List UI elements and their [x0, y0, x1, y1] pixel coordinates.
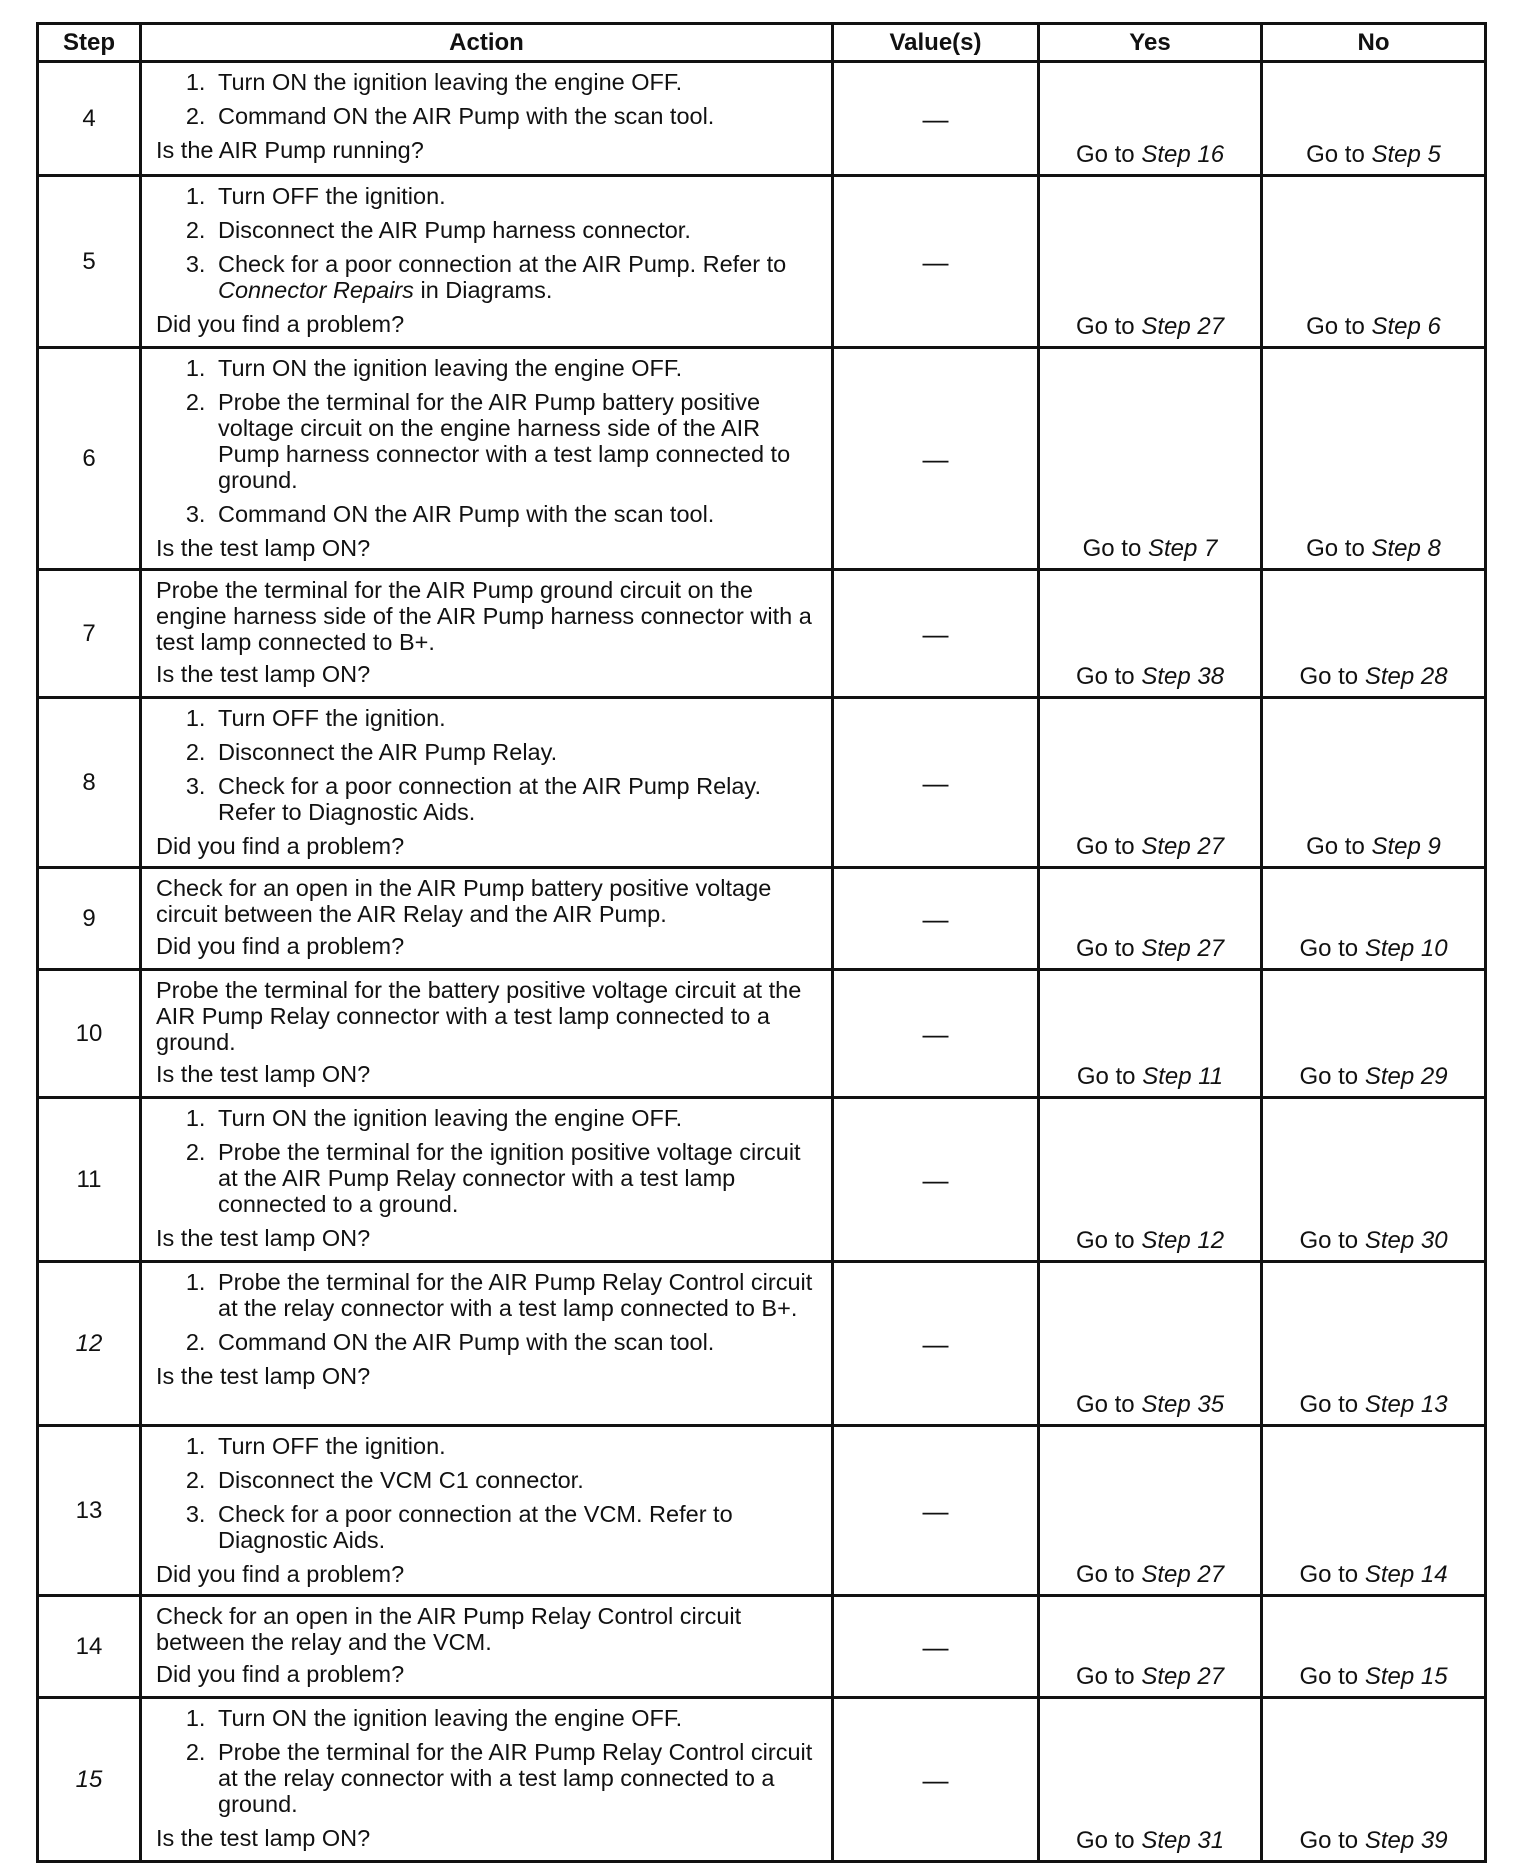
action-question: Did you find a problem?: [156, 1561, 405, 1587]
yes-target: Step 27: [1141, 935, 1225, 962]
no-target: Step 6: [1371, 313, 1441, 340]
action-question: Is the test lamp ON?: [156, 1363, 371, 1389]
no-target: Step 13: [1364, 1391, 1448, 1418]
go-prefix: Go to: [1075, 1391, 1135, 1418]
value-cell: —: [833, 570, 1039, 698]
value-cell: —: [833, 868, 1039, 970]
action-cell: [141, 570, 833, 698]
no-cell: [1262, 176, 1486, 348]
action-step: 2. Command ON the AIR Pump with the scan tool.: [212, 1329, 821, 1355]
no-target: Step 15: [1364, 1663, 1448, 1690]
go-prefix: Go to: [1075, 1663, 1135, 1690]
yes-cell: [1039, 62, 1262, 176]
go-prefix: Go to: [1076, 1063, 1136, 1090]
no-target: Step 28: [1364, 663, 1448, 690]
step-number: 12: [38, 1262, 141, 1426]
step-number: 11: [38, 1098, 141, 1262]
no-cell: [1262, 1596, 1486, 1698]
action-step: 2. Disconnect the AIR Pump Relay.: [212, 739, 821, 765]
go-prefix: Go to: [1299, 663, 1359, 690]
header-values: Value(s): [833, 24, 1039, 62]
no-target: Step 9: [1371, 833, 1441, 860]
go-prefix: Go to: [1299, 1063, 1359, 1090]
action-cell: [141, 176, 833, 348]
no-target: Step 39: [1364, 1827, 1448, 1854]
yes-target: Step 27: [1141, 1561, 1225, 1588]
step-number: 7: [38, 570, 141, 698]
no-cell: [1262, 570, 1486, 698]
action-step: 1. Turn OFF the ignition.: [212, 183, 821, 209]
step-number: 8: [38, 698, 141, 868]
go-prefix: Go to: [1306, 141, 1365, 168]
yes-target: Step 16: [1141, 141, 1225, 168]
action-question: Is the test lamp ON?: [156, 535, 371, 561]
action-question: Did you find a problem?: [156, 311, 405, 337]
action-cell: [141, 1426, 833, 1596]
go-prefix: Go to: [1082, 535, 1142, 562]
yes-target: Step 11: [1142, 1063, 1224, 1090]
value-cell: —: [833, 348, 1039, 570]
yes-target: Step 35: [1141, 1391, 1225, 1418]
action-steps: [156, 705, 821, 833]
action-steps: [156, 1705, 821, 1825]
table-row: [38, 1596, 1486, 1698]
table-row: [38, 1098, 1486, 1262]
yes-cell: [1039, 1596, 1262, 1698]
action-step: 1. Turn ON the ignition leaving the engine OFF.: [212, 1705, 821, 1731]
yes-target: Step 7: [1147, 535, 1218, 562]
go-prefix: Go to: [1299, 1391, 1359, 1418]
action-question: Is the test lamp ON?: [156, 1825, 371, 1851]
yes-target: Step 38: [1141, 663, 1225, 690]
value-cell: —: [833, 176, 1039, 348]
header-step: Step: [38, 24, 141, 62]
header-action: Action: [141, 24, 833, 62]
go-prefix: Go to: [1306, 833, 1365, 860]
header-row: [38, 24, 1486, 62]
no-cell: [1262, 1698, 1486, 1862]
go-prefix: Go to: [1075, 833, 1135, 860]
yes-cell: [1039, 1098, 1262, 1262]
action-question: Is the test lamp ON?: [156, 1061, 371, 1087]
go-prefix: Go to: [1075, 1227, 1135, 1254]
action-question: Is the test lamp ON?: [156, 1225, 371, 1251]
table-row: [38, 62, 1486, 176]
no-cell: [1262, 1426, 1486, 1596]
diagnostic-table: [36, 22, 1487, 1863]
action-question: Is the AIR Pump running?: [156, 137, 424, 163]
step-number: 13: [38, 1426, 141, 1596]
step-number: 10: [38, 970, 141, 1098]
reference-link-text: Connector Repairs: [218, 277, 414, 303]
action-steps: [156, 1105, 821, 1225]
action-steps: [156, 183, 821, 311]
go-prefix: Go to: [1299, 1561, 1359, 1588]
action-cell: [141, 698, 833, 868]
action-question: Did you find a problem?: [156, 933, 405, 959]
no-target: Step 30: [1364, 1227, 1448, 1254]
action-question: Is the test lamp ON?: [156, 661, 371, 687]
step-number: 4: [38, 62, 141, 176]
action-cell: [141, 868, 833, 970]
action-cell: [141, 970, 833, 1098]
action-cell: [141, 1698, 833, 1862]
go-prefix: Go to: [1306, 313, 1365, 340]
action-question: Did you find a problem?: [156, 1661, 405, 1687]
no-target: Step 10: [1364, 935, 1448, 962]
no-cell: [1262, 868, 1486, 970]
table-row: [38, 1262, 1486, 1426]
action-step: 1. Turn ON the ignition leaving the engine OFF.: [212, 69, 821, 95]
action-cell: [141, 1262, 833, 1426]
action-step: 1. Turn OFF the ignition.: [212, 705, 821, 731]
go-prefix: Go to: [1299, 935, 1359, 962]
action-text: Check for an open in the AIR Pump Relay Control circuit between the relay and the VCM.: [156, 1603, 742, 1655]
value-cell: —: [833, 970, 1039, 1098]
value-cell: —: [833, 1426, 1039, 1596]
no-target: Step 29: [1364, 1063, 1448, 1090]
yes-cell: [1039, 176, 1262, 348]
yes-target: Step 27: [1141, 833, 1225, 860]
no-cell: [1262, 698, 1486, 868]
action-steps: [156, 1433, 821, 1561]
yes-target: Step 12: [1141, 1227, 1225, 1254]
action-step: 1. Turn ON the ignition leaving the engine OFF.: [212, 355, 821, 381]
action-cell: [141, 1596, 833, 1698]
action-question: Did you find a problem?: [156, 833, 405, 859]
yes-cell: [1039, 698, 1262, 868]
value-cell: —: [833, 62, 1039, 176]
no-cell: [1262, 62, 1486, 176]
yes-cell: [1039, 868, 1262, 970]
yes-target: Step 27: [1141, 313, 1225, 340]
go-prefix: Go to: [1075, 141, 1135, 168]
go-prefix: Go to: [1299, 1227, 1359, 1254]
go-prefix: Go to: [1299, 1827, 1359, 1854]
action-step-text: Check for a poor connection at the AIR Pump. Refer to: [218, 251, 787, 277]
no-cell: [1262, 970, 1486, 1098]
table-row: [38, 868, 1486, 970]
action-step: 2. Probe the terminal for the ignition positive voltage circuit at the AIR Pump Relay connector with a test lamp connected to a ground.: [212, 1139, 821, 1217]
action-step: 3. Command ON the AIR Pump with the scan tool.: [212, 501, 821, 527]
action-steps: [156, 69, 821, 137]
value-cell: —: [833, 1596, 1039, 1698]
go-prefix: Go to: [1299, 1663, 1359, 1690]
step-number: 14: [38, 1596, 141, 1698]
action-step: 2. Probe the terminal for the AIR Pump Relay Control circuit at the relay connector with a test lamp connected to a ground.: [212, 1739, 821, 1817]
yes-target: Step 31: [1141, 1827, 1225, 1854]
no-cell: [1262, 348, 1486, 570]
action-step: 3. Check for a poor connection at the VCM. Refer to Diagnostic Aids.: [212, 1501, 821, 1553]
yes-cell: [1039, 1426, 1262, 1596]
action-step: 2. Disconnect the AIR Pump harness connector.: [212, 217, 821, 243]
action-step: 2. Probe the terminal for the AIR Pump battery positive voltage circuit on the engine harness side of the AIR Pump harness connector with a test lamp connected to ground.: [212, 389, 821, 493]
step-number: 6: [38, 348, 141, 570]
value-cell: —: [833, 1262, 1039, 1426]
yes-cell: [1039, 348, 1262, 570]
action-step: 1. Probe the terminal for the AIR Pump Relay Control circuit at the relay connector with a test lamp connected to B+.: [212, 1269, 821, 1321]
yes-cell: [1039, 970, 1262, 1098]
action-text: Probe the terminal for the battery positive voltage circuit at the AIR Pump Relay connector with a test lamp connected to a ground.: [156, 977, 802, 1055]
value-cell: —: [833, 1098, 1039, 1262]
action-step-text: in Diagrams.: [413, 277, 553, 303]
yes-cell: [1039, 1262, 1262, 1426]
no-target: Step 8: [1371, 535, 1441, 562]
action-cell: [141, 1098, 833, 1262]
table-row: [38, 1698, 1486, 1862]
yes-target: Step 27: [1141, 1663, 1225, 1690]
no-cell: [1262, 1262, 1486, 1426]
action-text: Probe the terminal for the AIR Pump ground circuit on the engine harness side of the AIR Pump harness connector with a test lamp connected to B+.: [156, 577, 812, 655]
action-step: [212, 251, 821, 303]
table-row: [38, 176, 1486, 348]
action-step: 1. Turn OFF the ignition.: [212, 1433, 821, 1459]
yes-cell: [1039, 570, 1262, 698]
yes-cell: [1039, 1698, 1262, 1862]
value-cell: —: [833, 698, 1039, 868]
go-prefix: Go to: [1075, 1827, 1135, 1854]
step-number: 9: [38, 868, 141, 970]
action-cell: [141, 348, 833, 570]
value-cell: —: [833, 1698, 1039, 1862]
action-step: 2. Command ON the AIR Pump with the scan tool.: [212, 103, 821, 129]
table-row: [38, 1426, 1486, 1596]
action-text: Check for an open in the AIR Pump battery positive voltage circuit between the AIR Relay and the AIR Pump.: [156, 875, 772, 927]
action-step: 1. Turn ON the ignition leaving the engine OFF.: [212, 1105, 821, 1131]
action-step: 2. Disconnect the VCM C1 connector.: [212, 1467, 821, 1493]
go-prefix: Go to: [1306, 535, 1365, 562]
no-cell: [1262, 1098, 1486, 1262]
table-row: [38, 570, 1486, 698]
no-target: Step 5: [1371, 141, 1441, 168]
go-prefix: Go to: [1075, 313, 1135, 340]
table-row: [38, 698, 1486, 868]
action-step: 3. Check for a poor connection at the AIR Pump Relay. Refer to Diagnostic Aids.: [212, 773, 821, 825]
go-prefix: Go to: [1075, 935, 1135, 962]
action-steps: [156, 1269, 821, 1363]
table-row: [38, 348, 1486, 570]
step-number: 5: [38, 176, 141, 348]
no-target: Step 14: [1364, 1561, 1448, 1588]
action-cell: [141, 62, 833, 176]
action-steps: [156, 355, 821, 535]
table-row: [38, 970, 1486, 1098]
go-prefix: Go to: [1075, 1561, 1135, 1588]
go-prefix: Go to: [1075, 663, 1135, 690]
step-number: 15: [38, 1698, 141, 1862]
header-yes: Yes: [1039, 24, 1262, 62]
header-no: No: [1262, 24, 1486, 62]
